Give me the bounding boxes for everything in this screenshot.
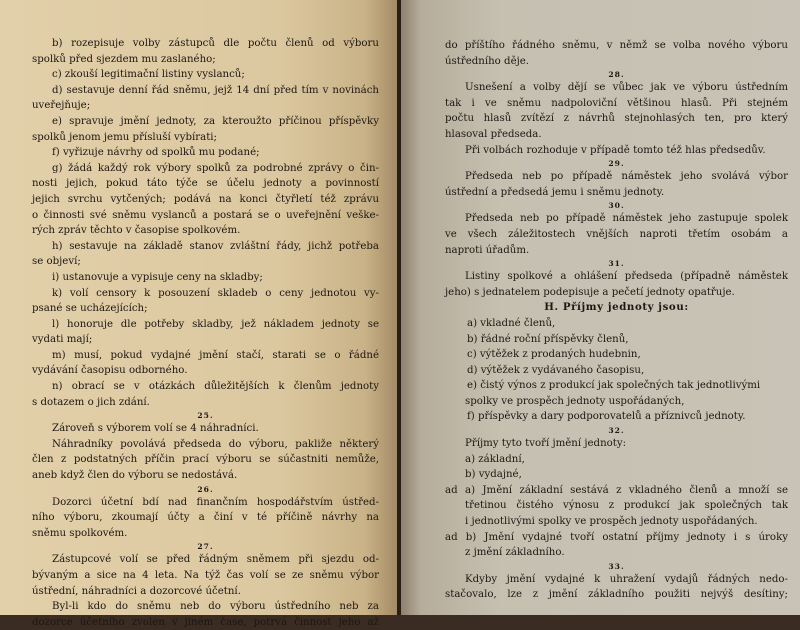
text-line: h) sestavuje na základě stanov zvláštní řády, jichž potřeba [52,240,379,252]
text-line: a) vkladné členů, [467,317,556,329]
text-line: do příštího řádného sněmu, v němž se volba nového výboru [445,40,788,51]
text-line: spolků jenom jemu přísluší vybírati; [32,131,217,143]
text-line: bývaným a sice na 4 leta. Na týž čas volí se ze sněmu výbor [32,570,379,581]
text-line: Předseda neb po případě náměstek jeho svolává výbor [465,171,788,183]
text-line: n) obrací se v otázkách důležitějších k členům jednoty [52,381,379,393]
text-line: ústředního děje. [445,55,530,67]
text-line: ního výboru, zkoumají účty a činí v té příčině návrhy na [32,512,379,524]
text-line: b) rozepisuje volby zástupců dle počtu členů od výboru [52,38,379,49]
text-line: e) spravuje jmění jednoty, za kteroužto příčinou příspěvky [52,115,379,127]
section-number: 25. [197,411,214,421]
text-line: Při volbách rozhoduje v případě tomto též hlas předsedův. [465,144,766,156]
text-line: tak i ve sněmu nadpoloviční většinou hlasů. Při stejném [445,97,788,109]
right-page [401,0,800,615]
text-line: Dozorci účetní bdí nad finančním hospodářstvím ústřed- [52,496,379,508]
text-line: hlasoval předseda. [445,128,542,140]
text-line: Kdyby jmění vydajné k uhražení vydajů řádných nedo- [465,573,788,585]
text-line: jeho) s jednatelem podepisuje a pečetí jednoty opatřuje. [445,286,735,298]
text-line: l) honoruje dle potřeby skladby, jež nákladem jednoty se [52,318,379,330]
text-line: ve všech záležitostech vnějších naproti třetím osobám a [445,228,788,240]
text-line: psané se ucházejících; [32,303,148,315]
text-line: Zároveň s výborem volí se 4 náhradníci. [52,423,259,435]
text-line: ad a) Jmění základní sestává z vkladného členů a množí se [445,484,788,496]
text-line: Listiny spolkové a ohlášení předseda (případně náměstek [465,271,788,283]
section-number: 31. [608,259,625,269]
text-line: vydávání časopisu odborného. [32,365,188,377]
text-line: f) příspěvky a dary podporovatelů a příznivců jednoty. [467,411,746,423]
text-line: třetinou čistého výnosu z produkcí jak společných tak [465,500,788,512]
text-line: počtu hlasů zvítězí z návrhů stejnohlasých ten, pro který [445,113,788,125]
text-line: aneb když člen do výboru se nedostává. [32,470,238,482]
text-line: s dotazem o jich zdání. [32,396,150,408]
text-line: se objeví; [32,256,81,268]
text-line: jejich svrchu vytčených; podává na konci čtyřletí též zprávu [32,193,379,205]
text-line: stačovalo, lze z jmění základního použiti nejvýš desítiny; [445,589,788,601]
text-line: Předseda neb po případě náměstek jeho zastupuje spolek [465,213,788,225]
text-line: m) musí, pokud vydajné jmění stačí, starati se o řádné [52,349,379,361]
section-number: 26. [197,484,214,494]
text-line: ústřední, náhradníci a dozorcové účetní. [32,585,241,597]
text-line: sněmu spolkovém. [32,527,128,539]
text-line: g) žádá každý rok výbory spolků za podrobné zprávy o čin- [52,162,379,174]
text-line: i jednotlivými spolky ve prospěch jednoty uspořádaných. [465,516,758,528]
section-number: 30. [608,201,625,211]
text-line: b) řádné roční příspěvky členů, [467,333,629,345]
text-line: spolky ve prospěch jednoty uspořádaných, [465,395,685,407]
text-line: i) ustanovuje a vypisuje ceny na skladby; [52,271,263,283]
text-line: Příjmy tyto tvoří jmění jednoty: [465,438,627,450]
section-number: 33. [608,561,625,571]
text-line: spolků před sjezdem mu zaslaného; [32,53,216,65]
text-line: c) zkouší legitimační listiny vyslanců; [52,69,245,81]
left-page [0,0,397,628]
text-line: člen z podstatných příčin prací výboru se súčastniti nemůže, [32,454,379,466]
text-line: a) základní, [465,453,525,465]
text-line: Náhradníky povolává předseda do výboru, pakliže některý [52,438,379,450]
text-line: Byl-li kdo do sněmu neb do výboru ústředního neb za [52,601,379,613]
text-line: ad b) Jmění vydajné tvoří ostatní příjmy jednoty i s úroky [445,531,788,543]
text-line: c) výtěžek z prodaných hudebnin, [467,349,641,361]
text-line: vydati mají; [32,334,93,346]
text-line: nosti jejich, pokud táto týče se účelu jednoty a povinností [32,178,379,190]
text-line: b) vydajné, [465,469,522,481]
text-line: d) sestavuje denní řád sněmu, jejž 14 dní před tím v novinách [52,84,379,96]
section-number: 28. [608,70,625,80]
text-line: k) volí censory k posouzení skladeb o ceny jednotou vy- [52,287,379,299]
text-line: d) výtěžek z vydávaného časopisu, [467,364,645,376]
text-line: o činnosti své sněmu vyslanců a postará se o uveřejnění veške- [32,209,379,221]
section-number: 32. [608,426,625,436]
text-line: Usnešení a volby dějí se vůbec jak ve výboru ústředním [465,82,788,94]
section-number: 29. [608,159,625,169]
text-line: naproti úřadům. [445,244,530,256]
text-line: f) vyřizuje návrhy od spolků mu podané; [52,147,260,159]
text-line: z jmění základního. [465,547,565,559]
text-line: e) čistý výnos z produkcí jak společných tak jednotlivými [467,380,761,392]
text-line: uveřejňuje; [32,100,91,112]
text-line: Zástupcové volí se před řádným sněmem při sjezdu od- [52,554,379,566]
text-line: rých zpráv těchto v časopise spolkovém. [32,225,241,237]
section-number: 27. [197,542,214,552]
text-line: dozorce účetního zvolen v jiném čase, potrvá činnost jeho až [32,616,379,628]
text-line: ústřední a předsedá jemu i sněmu jednoty. [445,186,665,198]
section-heading: H. Příjmy jednoty jsou: [544,301,689,314]
